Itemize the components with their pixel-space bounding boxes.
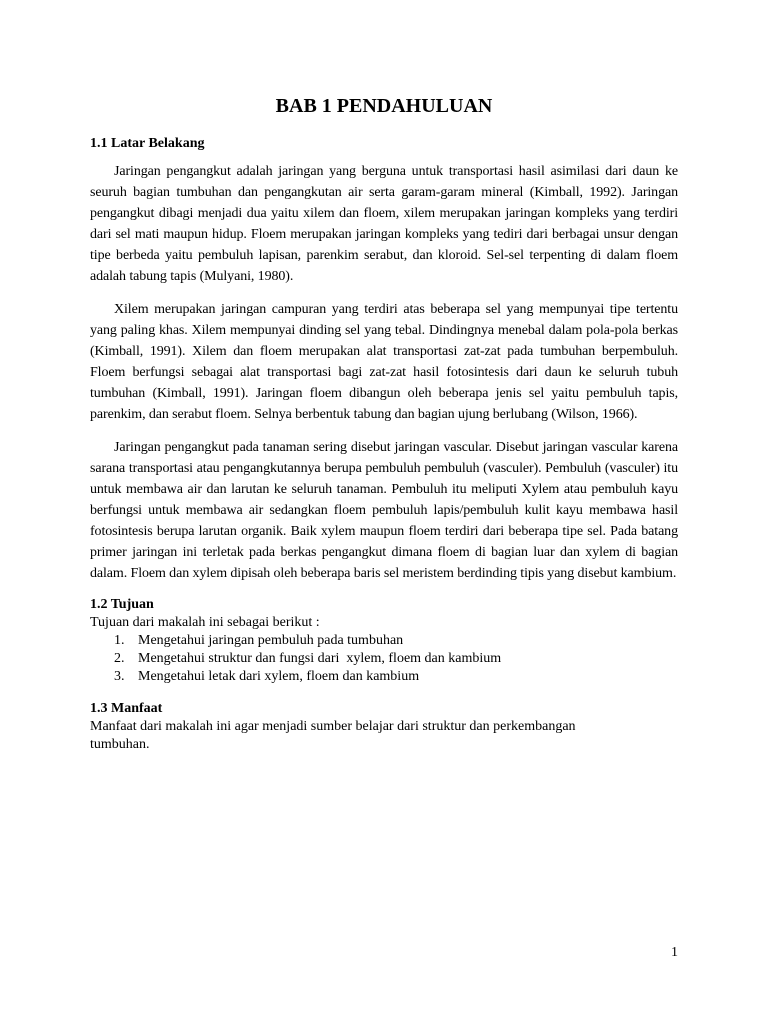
- list-item-number: 1.: [114, 633, 125, 648]
- list-item-number: 3.: [114, 669, 125, 684]
- paragraph-latar-3: Jaringan pengangkut pada tanaman sering disebut jaringan vascular. Disebut jaringan vascular karena sarana transportasi atau pengangkutannya berupa pembuluh pembuluh (vasculer). Pembuluh (vasculer) itu untuk membawa air dan larutan ke seluruh tanaman. Pembuluh itu meliputi Xylem atau pembuluh kayu berfungsi untuk membawa air sedangkan floem pembuluh lapis/pembuluh kulit kayu membawa hasil fotosintesis berupa larutan organik. Baik xylem maupun floem terdiri dari beberapa tipe sel. Pada batang primer jaringan ini terletak pada berkas pengangkut dimana floem di bagian luar dan xylem di bagian dalam. Floem dan xylem dipisah oleh beberapa baris sel meristem berdinding tipis yang disebut kambium.: [90, 440, 678, 581]
- manfaat-text: Manfaat dari makalah ini agar menjadi sumber belajar dari struktur dan perkembangan tumbuhan.: [90, 719, 576, 752]
- list-item-text: Mengetahui struktur dan fungsi dari xylem, floem dan kambium: [138, 651, 502, 666]
- section-heading-tujuan: 1.2 Tujuan: [90, 597, 154, 612]
- chapter-title: BAB 1 PENDAHULUAN: [275, 95, 493, 117]
- list-item-text: Mengetahui letak dari xylem, floem dan kambium: [138, 669, 420, 684]
- list-item: [90, 668, 678, 686]
- section-heading-latar-belakang: 1.1 Latar Belakang: [90, 136, 205, 151]
- tujuan-intro: Tujuan dari makalah ini sebagai berikut :: [90, 615, 320, 630]
- list-item-text: Mengetahui jaringan pembuluh pada tumbuhan: [138, 633, 404, 648]
- page-content: [90, 94, 678, 754]
- section-heading-manfaat: 1.3 Manfaat: [90, 701, 163, 716]
- list-item: [90, 650, 678, 668]
- list-item-number: 2.: [114, 651, 125, 666]
- tujuan-list: [90, 632, 678, 686]
- page-number: 1: [671, 945, 678, 960]
- list-item: [90, 632, 678, 650]
- paragraph-latar-1: Jaringan pengangkut adalah jaringan yang berguna untuk transportasi hasil asimilasi dari daun ke seuruh bagian tumbuhan dan pengangkutan air serta garam-garam mineral (Kimball, 1992). Jaringan pengangkut dibagi menjadi dua yaitu xilem dan floem, xilem merupakan jaringan kompleks yang terdiri dari sel mati maupun hidup. Floem merupakan jaringan kompleks yang tediri dari berbagai unsur dengan tipe berbeda yaitu pembuluh lapisan, parenkim serabut, dan kloroid. Sel-sel terpenting di dalam floem adalah tabung tapis (Mulyani, 1980).: [90, 164, 678, 284]
- paragraph-latar-2: Xilem merupakan jaringan campuran yang terdiri atas beberapa sel yang mempunyai tipe tertentu yang paling khas. Xilem mempunyai dinding sel yang tebal. Dindingnya menebal dalam pola-pola berkas (Kimball, 1991). Xilem dan floem merupakan alat transportasi zat-zat pada tumbuhan berpembuluh. Floem berfungsi sebagai alat transportasi bagi zat-zat hasil fotosintesis dari daun ke seluruh tubuh tumbuhan (Kimball, 1991). Jaringan floem dibangun oleh beberapa jenis sel yaitu pembuluh tapis, parenkim, dan serabut floem. Selnya berbentuk tabung dan bagian ujung berlubang (Wilson, 1966).: [90, 302, 678, 422]
